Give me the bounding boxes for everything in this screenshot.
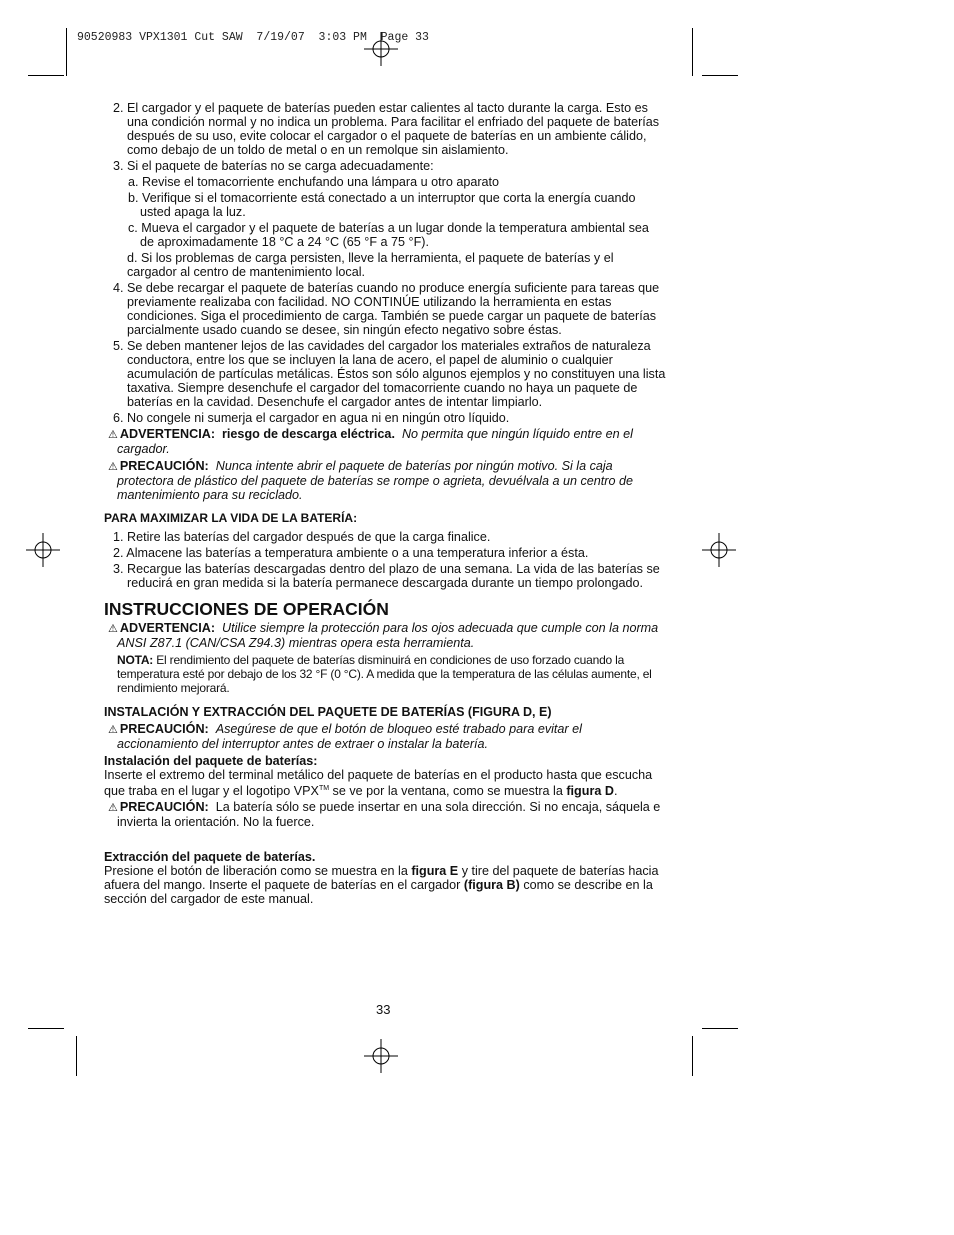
- crop-mark-top-left-h: [28, 75, 64, 76]
- caution-label: PRECAUCIÓN:: [119, 800, 209, 815]
- install-text: Inserte el extremo del terminal metálico del paquete de baterías en el producto hasta que escucha que traba en el lugar y el logotipo VPX: [104, 768, 653, 799]
- warning-italic-text: Utilice siempre la protección para los ojos adecuada que cumple con la norma ANSI Z87.1 (CAN/CSA Z94.3) mientras opera esta herramienta.: [117, 621, 659, 650]
- list-item: 2. Almacene las baterías a temperatura ambiente o a una temperatura inferior a ésta.: [113, 546, 589, 560]
- list-item: 3. Recargue las baterías descargadas dentro del plazo de una semana. La vida de las baterías se reducirá en gran medida si la batería permanece descargada durante un tiempo prolongado.: [113, 562, 660, 590]
- list-item: 6. No congele ni sumerja el cargador en agua ni en ningún otro líquido.: [113, 411, 510, 425]
- remove-text: Presione el botón de liberación como se muestra en la: [104, 864, 412, 879]
- remove-text: como se describe en la sección del cargador de este manual.: [104, 878, 653, 907]
- install-paragraph: [104, 768, 666, 798]
- caution-italic-text: Nunca intente abrir el paquete de baterías por ningún motivo. Si la caja protectora de plástico del paquete de baterías se rompe o agrieta, devuélvala a un centro de mantenimiento para su reciclado.: [117, 459, 633, 502]
- page-content: [104, 101, 666, 906]
- install-text: se ve por la ventana, como se muestra la: [329, 784, 567, 799]
- warning-label: ADVERTENCIA:: [119, 427, 216, 441]
- list-item: 4. Se debe recargar el paquete de baterías cuando no produce energía suficiente para tareas que previamente realizaba con facilidad. NO CONTINÚE utilizando la herramienta en estas condiciones. Siga el procedimiento de carga. También se puede cargar un paquete de baterías parcialmente usado cuando se desee, sin ningún efecto negativo sobre éstas.: [113, 281, 660, 337]
- trademark-mark: TM: [318, 785, 330, 792]
- warning-triangle-icon: ⚠: [108, 461, 118, 473]
- section-heading-install-remove: INSTALACIÓN Y EXTRACCIÓN DEL PAQUETE DE BATERÍAS (FIGURA D, E): [104, 705, 552, 719]
- page-number: 33: [376, 1002, 391, 1017]
- spacer: [104, 832, 666, 850]
- install-heading: Instalación del paquete de baterías:: [104, 754, 318, 768]
- sub-list-item: a. Revise el tomacorriente enchufando una lámpara u otro aparato: [128, 175, 500, 189]
- note-paragraph: [104, 653, 666, 695]
- warning-italic-text: No permita que ningún líquido entre en el cargador.: [117, 427, 633, 456]
- sub-list-item: b. Verifique si el tomacorriente está conectado a un interruptor que corta la energía cuando usted apaga la luz.: [128, 191, 636, 219]
- sub-list-item: d. Si los problemas de carga persisten, lleve la herramienta, el paquete de baterías y el cargador al centro de mantenimiento local.: [127, 251, 614, 279]
- registration-mark-left-icon: [26, 533, 60, 567]
- figure-reference: figura E: [411, 864, 459, 879]
- registration-mark-top-icon: [364, 32, 398, 66]
- warning-bold-text: riesgo de descarga eléctrica.: [222, 427, 395, 441]
- caution-text: La batería sólo se puede insertar en una sola dirección. Si no encaja, sáquela e invierta la orientación. No la fuerce.: [117, 800, 661, 830]
- warning-triangle-icon: ⚠: [108, 724, 118, 736]
- list-item: 3. Si el paquete de baterías no se carga adecuadamente:: [113, 159, 434, 173]
- sub-list-item: c. Mueva el cargador y el paquete de baterías a un lugar donde la temperatura ambiental sea de aproximadamente 18 °C a 24 °C (65 °F a 75 °F).: [128, 221, 649, 249]
- figure-reference: figura D: [566, 784, 614, 799]
- crop-mark-bottom-right-v: [692, 1036, 693, 1076]
- crop-mark-bottom-left-h: [28, 1028, 64, 1029]
- caution-italic-text: Asegúrese de que el botón de bloqueo esté trabado para evitar el accionamiento del interruptor antes de extraer o instalar la batería.: [117, 722, 582, 751]
- warning-label: ADVERTENCIA:: [119, 621, 216, 635]
- caution-open-battery: [104, 459, 666, 502]
- figure-reference: (figura B): [463, 878, 520, 893]
- crop-mark-top-right-v: [692, 28, 693, 76]
- caution-label: PRECAUCIÓN:: [119, 459, 209, 473]
- remove-paragraph: [104, 864, 666, 906]
- remove-text: y tire del paquete de baterías hacia afuera del mango. Inserte el paquete de baterías en el cargador: [104, 864, 659, 893]
- crop-mark-top-left-v: [66, 28, 67, 76]
- crop-mark-bottom-left-v: [76, 1036, 77, 1076]
- registration-mark-bottom-icon: [364, 1039, 398, 1073]
- caution-label: PRECAUCIÓN:: [119, 722, 209, 736]
- section-title-operation: INSTRUCCIONES DE OPERACIÓN: [104, 599, 389, 619]
- warning-electric-shock: [104, 427, 666, 456]
- crop-mark-bottom-right-h: [702, 1028, 738, 1029]
- warning-triangle-icon: ⚠: [108, 802, 118, 815]
- caution-one-direction: [104, 800, 666, 829]
- crop-mark-top-right-h: [702, 75, 738, 76]
- remove-heading: Extracción del paquete de baterías.: [104, 850, 316, 865]
- section-heading-battery-life: PARA MAXIMIZAR LA VIDA DE LA BATERÍA:: [104, 511, 358, 525]
- print-job-header: 90520983 VPX1301 Cut SAW 7/19/07 3:03 PM Page 33: [77, 31, 429, 44]
- warning-triangle-icon: ⚠: [108, 429, 118, 441]
- list-item: 2. El cargador y el paquete de baterías pueden estar calientes al tacto durante la carga. Esto es una condición normal y no indica un problema. Para facilitar el enfriado del paquete de baterías después de su uso, evite colocar el cargador o el paquete de baterías en un ambiente cálido, como debajo de un toldo de metal o en un remolque sin aislamiento.: [113, 101, 660, 157]
- list-item: 5. Se deben mantener lejos de las cavidades del cargador los materiales extraños de naturaleza conductora, entre los que se incluyen la lana de acero, el papel de aluminio o cualquier acumulación de partículas metálicas. Éstos son sólo algunos ejemplos y no constituyen una lista taxativa. Siempre desenchufe el cargador del tomacorriente cuando no haya un paquete de baterías en la cavidad. Desenchufe el cargador antes de intentar limpiarlo.: [113, 339, 666, 409]
- registration-mark-right-icon: [702, 533, 736, 567]
- note-text: El rendimiento del paquete de baterías disminuirá en condiciones de uso forzado cuando la temperatura esté por debajo de los 32 °F (0 °C). A medida que la temperatura de las células aumente, el rendimiento mejorará.: [117, 653, 652, 695]
- caution-lock-button: [104, 722, 666, 751]
- install-text: .: [613, 784, 618, 799]
- warning-triangle-icon: ⚠: [108, 623, 118, 635]
- note-label: NOTA:: [117, 653, 154, 667]
- list-item: 1. Retire las baterías del cargador después de que la carga finalice.: [113, 530, 491, 544]
- warning-eye-protection: [104, 621, 666, 650]
